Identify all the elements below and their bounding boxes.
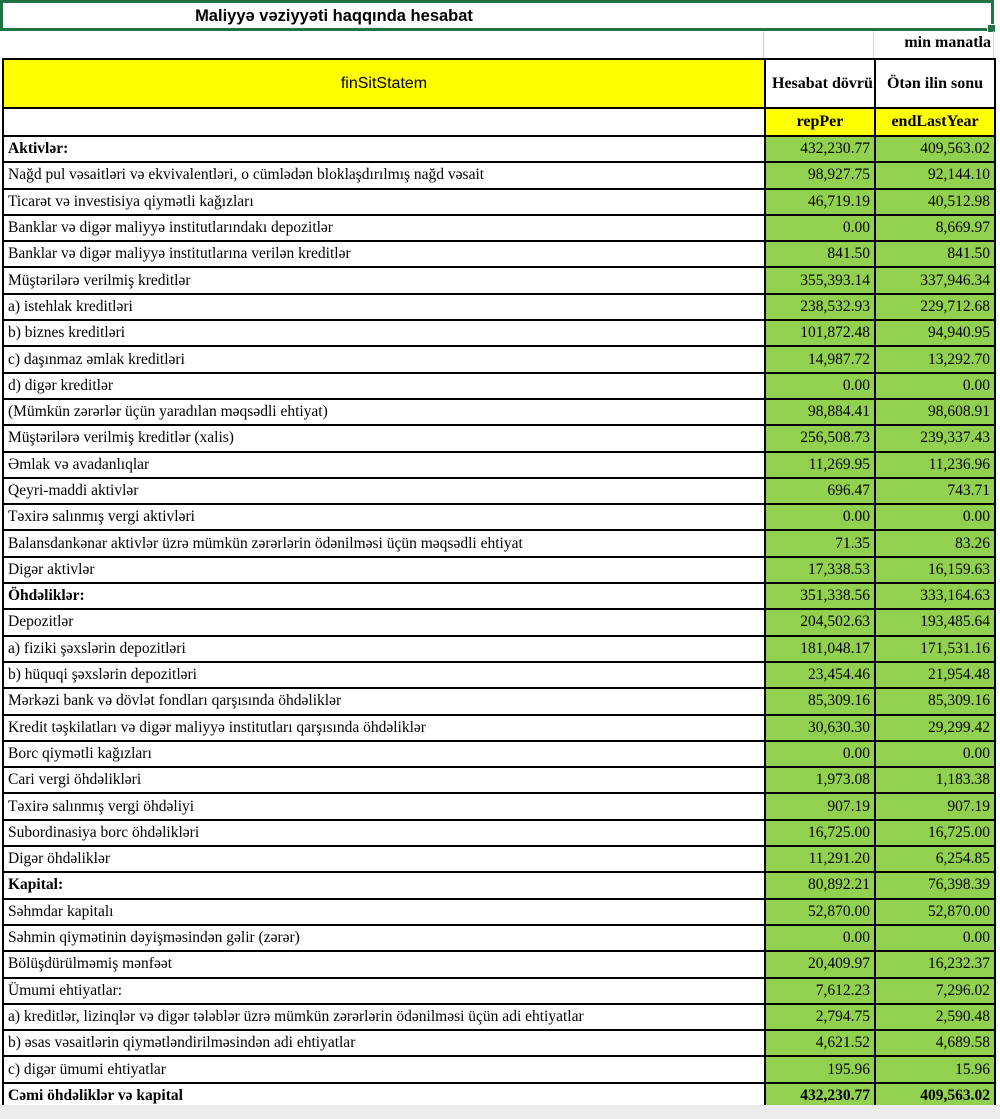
endlastyear-value-cell[interactable]: 193,485.64 — [875, 609, 995, 635]
report-period-header-cell[interactable]: Hesabat dövrü — [765, 59, 875, 108]
repper-value-cell[interactable]: 11,269.95 — [765, 452, 875, 478]
repper-value-cell[interactable]: 181,048.17 — [765, 636, 875, 662]
row-label-cell[interactable]: Banklar və digər maliyyə institutlarındakı depozitlər — [3, 215, 765, 241]
row-label-cell[interactable]: Öhdəliklər: — [3, 583, 765, 609]
table-row — [3, 320, 995, 346]
repper-value-cell[interactable]: 98,884.41 — [765, 399, 875, 425]
row-label-cell[interactable]: Təxirə salınmış vergi aktivləri — [3, 504, 765, 530]
unit-row — [2, 31, 994, 58]
repper-value-cell[interactable]: 355,393.14 — [765, 267, 875, 293]
table-row — [3, 767, 995, 793]
endlastyear-value-cell[interactable]: 743.71 — [875, 478, 995, 504]
row-label-cell[interactable]: Cəmi öhdəliklər və kapital — [3, 1083, 765, 1109]
table-row — [3, 425, 995, 451]
end-last-year-header-cell[interactable]: Ötən ilin sonu — [875, 59, 995, 108]
row-label-cell[interactable]: a) fiziki şəxslərin depozitləri — [3, 636, 765, 662]
header-row — [3, 59, 995, 108]
table-row — [3, 373, 995, 399]
unit-row-spacer-2[interactable] — [764, 31, 874, 58]
endlastyear-value-cell[interactable]: 2,590.48 — [875, 1004, 995, 1030]
row-label-cell[interactable]: (Mümkün zərərlər üçün yaradılan məqsədli ehtiyat) — [3, 399, 765, 425]
endlastyear-value-cell[interactable]: 239,337.43 — [875, 425, 995, 451]
row-label-cell[interactable]: Səhmdar kapitalı — [3, 899, 765, 925]
unit-row-spacer-1[interactable] — [2, 31, 764, 58]
row-label-cell[interactable]: Digər aktivlər — [3, 557, 765, 583]
table-row — [3, 951, 995, 977]
row-label-cell[interactable]: b) hüquqi şəxslərin depozitləri — [3, 662, 765, 688]
row-label-cell[interactable]: Depozitlər — [3, 609, 765, 635]
repper-value-cell[interactable]: 1,973.08 — [765, 767, 875, 793]
report-title: Maliyyə vəziyyəti haqqında hesabat — [195, 6, 473, 25]
table-row — [3, 820, 995, 846]
row-label-cell[interactable]: Aktivlər: — [3, 136, 765, 162]
row-label-cell[interactable]: c) daşınmaz əmlak kreditləri — [3, 346, 765, 372]
endlastyear-value-cell[interactable]: 15.96 — [875, 1056, 995, 1082]
endlastyear-value-cell[interactable]: 0.00 — [875, 925, 995, 951]
endlastyear-value-cell[interactable]: 21,954.48 — [875, 662, 995, 688]
row-label-cell[interactable]: Qeyri-maddi aktivlər — [3, 478, 765, 504]
endlastyear-value-cell[interactable]: 40,512.98 — [875, 189, 995, 215]
bottom-gray-strip — [0, 1105, 1000, 1119]
endlastyear-value-cell[interactable]: 83.26 — [875, 530, 995, 556]
repper-value-cell[interactable]: 14,987.72 — [765, 346, 875, 372]
endlastyear-value-cell[interactable]: 16,159.63 — [875, 557, 995, 583]
endlastyear-value-cell[interactable]: 4,689.58 — [875, 1030, 995, 1056]
table-row — [3, 741, 995, 767]
repper-value-cell[interactable]: 2,794.75 — [765, 1004, 875, 1030]
row-label-cell[interactable]: Cari vergi öhdəlikləri — [3, 767, 765, 793]
endlastyear-value-cell[interactable]: 94,940.95 — [875, 320, 995, 346]
endlastyear-value-cell[interactable]: 11,236.96 — [875, 452, 995, 478]
row-label-cell[interactable]: Banklar və digər maliyyə institutlarına verilən kreditlər — [3, 241, 765, 267]
table-body — [3, 136, 995, 1109]
unit-label: min manatla — [874, 31, 994, 58]
repper-value-cell[interactable]: 80,892.21 — [765, 872, 875, 898]
table-row — [3, 899, 995, 925]
repper-value-cell[interactable]: 256,508.73 — [765, 425, 875, 451]
row-label-cell[interactable]: Müştərilərə verilmiş kreditlər — [3, 267, 765, 293]
table-row — [3, 189, 995, 215]
endlastyear-value-cell[interactable]: 1,183.38 — [875, 767, 995, 793]
repper-value-cell[interactable]: 52,870.00 — [765, 899, 875, 925]
table-row — [3, 636, 995, 662]
table-row — [3, 1030, 995, 1056]
row-label-cell[interactable]: b) biznes kreditləri — [3, 320, 765, 346]
table-row — [3, 215, 995, 241]
table-row — [3, 162, 995, 188]
table-row — [3, 793, 995, 819]
table-row — [3, 688, 995, 714]
endlastyear-value-cell[interactable]: 85,309.16 — [875, 688, 995, 714]
endlastyear-value-cell[interactable]: 16,232.37 — [875, 951, 995, 977]
row-label-cell[interactable]: Digər öhdəliklər — [3, 846, 765, 872]
row-label-cell[interactable]: Ticarət və investisiya qiymətli kağızları — [3, 189, 765, 215]
repper-value-cell[interactable]: 238,532.93 — [765, 294, 875, 320]
table-row — [3, 662, 995, 688]
title-selection-box[interactable] — [0, 0, 994, 31]
endlastyear-value-cell[interactable]: 0.00 — [875, 504, 995, 530]
repper-value-cell[interactable]: 0.00 — [765, 215, 875, 241]
endlastyear-value-cell[interactable]: 98,608.91 — [875, 399, 995, 425]
table-row — [3, 1004, 995, 1030]
row-label-cell[interactable]: Bölüşdürülməmiş mənfəət — [3, 951, 765, 977]
repper-value-cell[interactable]: 0.00 — [765, 504, 875, 530]
row-label-cell[interactable]: b) əsas vəsaitlərin qiymətləndirilməsindən adi ehtiyatlar — [3, 1030, 765, 1056]
table-row — [3, 452, 995, 478]
row-label-cell[interactable]: Kredit təşkilatları və digər maliyyə institutları qarşısında öhdəliklər — [3, 715, 765, 741]
table-row — [3, 478, 995, 504]
repper-value-cell[interactable]: 0.00 — [765, 741, 875, 767]
row-label-cell[interactable]: Nağd pul vəsaitləri və ekvivalentləri, o cümlədən bloklaşdırılmış nağd vəsait — [3, 162, 765, 188]
repper-value-cell[interactable]: 30,630.30 — [765, 715, 875, 741]
row-label-cell[interactable]: Əmlak və avadanlıqlar — [3, 452, 765, 478]
endlastyear-value-cell[interactable]: 333,164.63 — [875, 583, 995, 609]
row-label-cell[interactable]: a) istehlak kreditləri — [3, 294, 765, 320]
endlastyear-value-cell[interactable]: 13,292.70 — [875, 346, 995, 372]
table-row — [3, 504, 995, 530]
row-label-cell[interactable]: Ümumi ehtiyatlar: — [3, 978, 765, 1004]
repper-code-cell[interactable]: repPer — [765, 108, 875, 136]
repper-value-cell[interactable]: 46,719.19 — [765, 189, 875, 215]
table-row — [3, 346, 995, 372]
row-label-cell[interactable]: Müştərilərə verilmiş kreditlər (xalis) — [3, 425, 765, 451]
row-label-cell[interactable]: d) digər kreditlər — [3, 373, 765, 399]
endlastyear-value-cell[interactable]: 171,531.16 — [875, 636, 995, 662]
row-label-cell[interactable]: Borc qiymətli kağızları — [3, 741, 765, 767]
repper-value-cell[interactable]: 101,872.48 — [765, 320, 875, 346]
table-row — [3, 399, 995, 425]
endlastyear-code-cell[interactable]: endLastYear — [875, 108, 995, 136]
table-row — [3, 872, 995, 898]
repper-value-cell[interactable]: 195.96 — [765, 1056, 875, 1082]
endlastyear-value-cell[interactable]: 76,398.39 — [875, 872, 995, 898]
endlastyear-value-cell[interactable]: 337,946.34 — [875, 267, 995, 293]
endlastyear-value-cell[interactable]: 8,669.97 — [875, 215, 995, 241]
endlastyear-value-cell[interactable]: 7,296.02 — [875, 978, 995, 1004]
table-row — [3, 925, 995, 951]
table-row — [3, 1056, 995, 1082]
endlastyear-value-cell[interactable]: 16,725.00 — [875, 820, 995, 846]
table-row — [3, 846, 995, 872]
row-label-cell[interactable]: Təxirə salınmış vergi öhdəliyi — [3, 793, 765, 819]
repper-value-cell[interactable]: 85,309.16 — [765, 688, 875, 714]
repper-value-cell[interactable]: 98,927.75 — [765, 162, 875, 188]
table-row — [3, 583, 995, 609]
table-row — [3, 609, 995, 635]
table-row — [3, 715, 995, 741]
repper-value-cell[interactable]: 432,230.77 — [765, 1083, 875, 1109]
endlastyear-value-cell[interactable]: 409,563.02 — [875, 136, 995, 162]
row-label-cell[interactable]: Kapital: — [3, 872, 765, 898]
row-label-cell[interactable]: Səhmin qiymətinin dəyişməsindən gəlir (zərər) — [3, 925, 765, 951]
table-row — [3, 557, 995, 583]
repper-value-cell[interactable]: 23,454.46 — [765, 662, 875, 688]
repper-value-cell[interactable]: 204,502.63 — [765, 609, 875, 635]
repper-value-cell[interactable]: 907.19 — [765, 793, 875, 819]
table-row — [3, 978, 995, 1004]
repper-value-cell[interactable]: 351,338.56 — [765, 583, 875, 609]
code-row — [3, 108, 995, 136]
repper-value-cell[interactable]: 696.47 — [765, 478, 875, 504]
endlastyear-value-cell[interactable]: 92,144.10 — [875, 162, 995, 188]
table-row — [3, 294, 995, 320]
endlastyear-value-cell[interactable]: 6,254.85 — [875, 846, 995, 872]
endlastyear-value-cell[interactable]: 409,563.02 — [875, 1083, 995, 1109]
financial-statement-table — [2, 58, 996, 1110]
table-row — [3, 530, 995, 556]
row-label-cell[interactable]: Mərkəzi bank və dövlət fondları qarşısında öhdəliklər — [3, 688, 765, 714]
repper-value-cell[interactable]: 71.35 — [765, 530, 875, 556]
endlastyear-value-cell[interactable]: 0.00 — [875, 373, 995, 399]
endlastyear-value-cell[interactable]: 907.19 — [875, 793, 995, 819]
endlastyear-value-cell[interactable]: 841.50 — [875, 241, 995, 267]
table-row — [3, 267, 995, 293]
repper-value-cell[interactable]: 17,338.53 — [765, 557, 875, 583]
endlastyear-value-cell[interactable]: 52,870.00 — [875, 899, 995, 925]
repper-value-cell[interactable]: 16,725.00 — [765, 820, 875, 846]
row-label-cell[interactable]: c) digər ümumi ehtiyatlar — [3, 1056, 765, 1082]
endlastyear-value-cell[interactable]: 29,299.42 — [875, 715, 995, 741]
repper-value-cell[interactable]: 0.00 — [765, 373, 875, 399]
repper-value-cell[interactable]: 432,230.77 — [765, 136, 875, 162]
table-row — [3, 136, 995, 162]
endlastyear-value-cell[interactable]: 229,712.68 — [875, 294, 995, 320]
repper-value-cell[interactable]: 7,612.23 — [765, 978, 875, 1004]
repper-value-cell[interactable]: 20,409.97 — [765, 951, 875, 977]
row-label-cell[interactable]: Balansdankənar aktivlər üzrə mümkün zərərlərin ödənilməsi üçün məqsədli ehtiyat — [3, 530, 765, 556]
repper-value-cell[interactable]: 11,291.20 — [765, 846, 875, 872]
repper-value-cell[interactable]: 841.50 — [765, 241, 875, 267]
endlastyear-value-cell[interactable]: 0.00 — [875, 741, 995, 767]
table-row — [3, 241, 995, 267]
blank-cell[interactable] — [3, 108, 765, 136]
row-label-cell[interactable]: a) kreditlər, lizinqlər və digər tələblər üzrə mümkün zərərlərin ödənilməsi üçün adi ehtiyatlar — [3, 1004, 765, 1030]
row-label-cell[interactable]: Subordinasiya borc öhdəlikləri — [3, 820, 765, 846]
repper-value-cell[interactable]: 4,621.52 — [765, 1030, 875, 1056]
repper-value-cell[interactable]: 0.00 — [765, 925, 875, 951]
form-code-cell[interactable]: finSitStatem — [3, 59, 765, 108]
